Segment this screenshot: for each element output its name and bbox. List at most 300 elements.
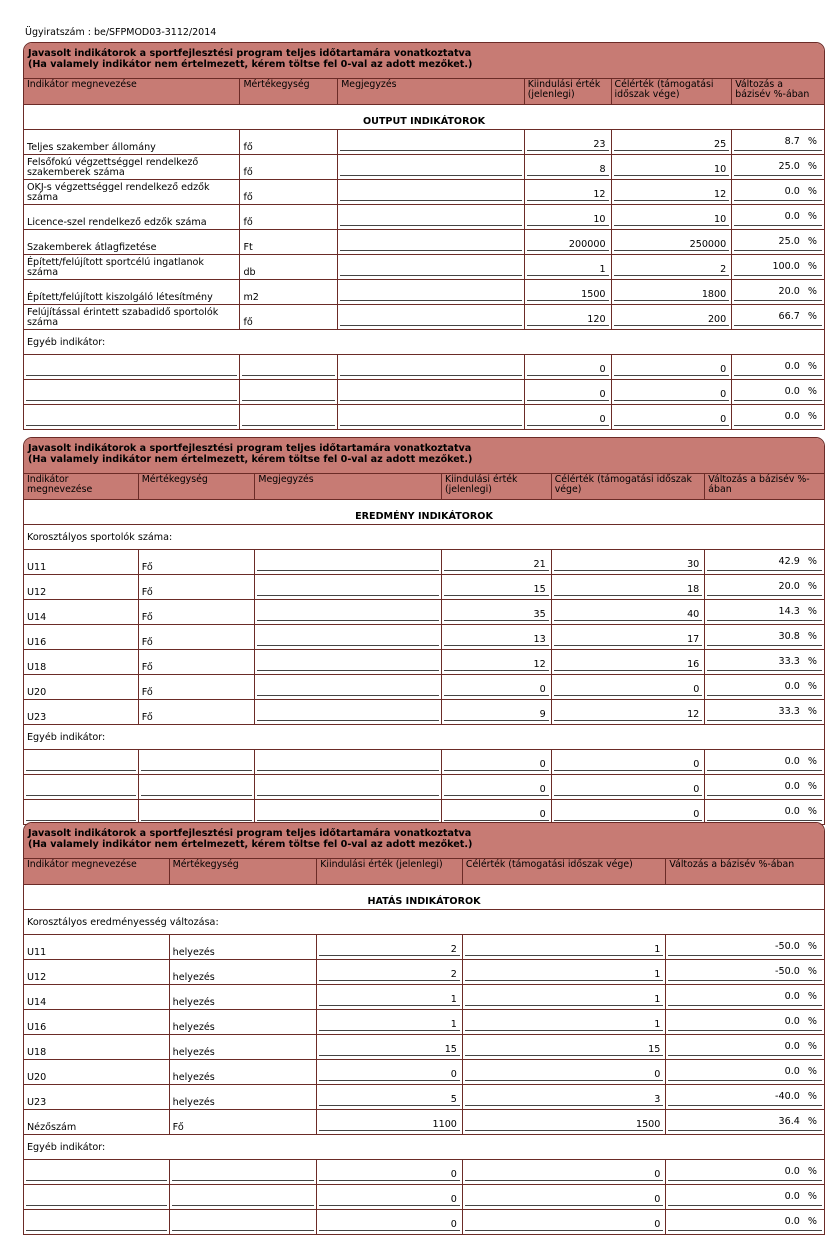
target-value-field[interactable] (612, 155, 733, 179)
indicator-name (24, 600, 139, 624)
target-value-field[interactable] (463, 1085, 666, 1109)
target-value-field[interactable] (552, 550, 706, 574)
change-percent (778, 236, 822, 250)
indicator-name (24, 1085, 170, 1109)
start-value: 120 (587, 314, 606, 325)
unit-text: helyezés (172, 972, 215, 983)
change-value: 0.0 (784, 681, 800, 692)
change-value: 36.4 (778, 1116, 800, 1127)
unit (240, 155, 338, 179)
start-value-field[interactable] (317, 1010, 463, 1034)
percent-sign: % (807, 186, 818, 197)
start-value: 0 (599, 414, 606, 425)
target-value-field[interactable] (463, 1035, 666, 1059)
note-field[interactable] (255, 650, 442, 674)
start-value-field[interactable] (525, 130, 612, 154)
change-percent (784, 781, 821, 795)
start-value-field[interactable] (317, 985, 463, 1009)
target-value: 2 (720, 264, 727, 275)
start-value-field[interactable] (442, 575, 552, 599)
indicator-row (24, 1010, 824, 1035)
unit (240, 130, 338, 154)
target-value-field[interactable] (463, 935, 666, 959)
change-percent-field (666, 1185, 824, 1209)
indicator-name-field[interactable] (24, 750, 139, 774)
indicator-name (24, 255, 240, 279)
start-value-field[interactable] (442, 750, 552, 774)
change-value: 0.0 (784, 411, 800, 422)
target-value-field[interactable] (463, 1210, 666, 1234)
unit-text: Fő (172, 1122, 184, 1133)
target-value-field[interactable] (463, 1160, 666, 1184)
other-indicator-row (24, 405, 824, 429)
indicator-row (24, 650, 824, 675)
indicator-name-text: Nézőszám (27, 1122, 77, 1133)
start-value: 0 (450, 1194, 457, 1205)
start-value-field[interactable] (525, 230, 612, 254)
note-field[interactable] (338, 230, 525, 254)
target-value: 10 (714, 164, 727, 175)
unit-field[interactable] (170, 1160, 318, 1184)
start-value-field[interactable] (525, 380, 612, 404)
note-field[interactable] (338, 405, 525, 429)
indicator-name-text: Teljes szakember állomány (27, 142, 156, 153)
indicator-row (24, 255, 824, 280)
indicator-row (24, 155, 824, 180)
percent-sign: % (807, 756, 817, 767)
target-value-field[interactable] (463, 1110, 666, 1134)
start-value-field[interactable] (442, 625, 552, 649)
indicator-name (24, 305, 240, 329)
change-percent-field (666, 960, 824, 984)
note-field[interactable] (338, 305, 525, 329)
note-field[interactable] (255, 550, 442, 574)
change-percent (784, 211, 821, 225)
percent-sign: % (807, 386, 818, 397)
indicator-row (24, 1110, 824, 1135)
change-value: 0.0 (784, 1191, 800, 1202)
note-field[interactable] (255, 800, 442, 824)
percent-sign: % (807, 311, 818, 322)
target-value-field[interactable] (612, 305, 733, 329)
change-percent (784, 1191, 821, 1205)
indicator-row (24, 1060, 824, 1085)
target-value-field[interactable] (612, 405, 733, 429)
start-value-field[interactable] (525, 205, 612, 229)
change-percent (784, 681, 821, 695)
change-percent-field (666, 1210, 824, 1234)
start-value: 23 (593, 139, 606, 150)
indicator-row (24, 700, 824, 725)
start-value-field[interactable] (525, 305, 612, 329)
start-value-field[interactable] (317, 1185, 463, 1209)
target-value: 30 (687, 559, 700, 570)
percent-sign: % (807, 1066, 817, 1077)
percent-sign: % (807, 161, 818, 172)
target-value-field[interactable] (612, 180, 733, 204)
unit-text: m2 (243, 292, 259, 303)
change-percent (784, 361, 821, 375)
unit (170, 1060, 318, 1084)
indicator-name (24, 625, 139, 649)
start-value: 5 (450, 1094, 457, 1105)
unit (240, 205, 338, 229)
start-value-field[interactable] (317, 960, 463, 984)
target-value-field[interactable] (463, 960, 666, 984)
indicator-row (24, 575, 824, 600)
change-percent (778, 556, 822, 570)
start-value-field[interactable] (442, 650, 552, 674)
indicator-name (24, 675, 139, 699)
start-value: 15 (444, 1044, 457, 1055)
change-percent-field (732, 130, 824, 154)
target-value-field[interactable] (463, 1185, 666, 1209)
indicator-name-text: Épített/felújított sportcélú ingatlanok száma (27, 257, 204, 278)
start-value: 0 (599, 364, 606, 375)
indicator-name-text: Szakemberek átlagfizetése (27, 242, 157, 253)
start-value: 1500 (581, 289, 606, 300)
section-header (24, 438, 824, 474)
indicator-name-field[interactable] (24, 355, 240, 379)
target-value-field[interactable] (552, 750, 706, 774)
change-value: 25.0 (778, 236, 800, 247)
target-value: 0 (693, 759, 700, 770)
change-percent-field (732, 155, 824, 179)
target-value: 0 (654, 1194, 661, 1205)
note-field[interactable] (255, 575, 442, 599)
change-percent-field (705, 675, 824, 699)
indicator-name-field[interactable] (24, 775, 139, 799)
percent-sign: % (807, 1216, 817, 1227)
start-value-field[interactable] (317, 1160, 463, 1184)
target-value-field[interactable] (612, 255, 733, 279)
note-field[interactable] (255, 750, 442, 774)
start-value-field[interactable] (317, 1060, 463, 1084)
unit-field[interactable] (139, 800, 256, 824)
target-value-field[interactable] (463, 1010, 666, 1034)
indicator-name-field[interactable] (24, 405, 240, 429)
indicator-row (24, 305, 824, 330)
note-field[interactable] (255, 625, 442, 649)
start-value: 13 (533, 634, 546, 645)
unit-text: Fő (141, 637, 153, 648)
other-indicator-label: Egyéb indikátor: (24, 725, 824, 750)
unit-text: helyezés (172, 997, 215, 1008)
indicator-name (24, 985, 170, 1009)
section-heading: Javasolt indikátorok a sportfejlesztési program teljes időtartamára vonatkoztatva (28, 48, 472, 59)
change-percent (778, 161, 822, 175)
column-header: Indikátor megnevezése (24, 474, 139, 499)
group-label: Korosztályos eredményesség változása: (24, 910, 824, 935)
change-percent (784, 186, 821, 200)
start-value-field[interactable] (317, 1035, 463, 1059)
note-field[interactable] (338, 155, 525, 179)
note-field[interactable] (338, 205, 525, 229)
indicator-row (24, 960, 824, 985)
column-header: Indikátor megnevezése (24, 859, 170, 884)
section-header (24, 43, 824, 79)
indicator-name-text: U20 (27, 687, 47, 698)
unit-field[interactable] (240, 405, 338, 429)
change-percent (784, 136, 821, 150)
indicator-name-text: U16 (27, 1022, 47, 1033)
indicator-name (24, 230, 240, 254)
change-value: 30.8 (778, 631, 800, 642)
target-value: 0 (720, 364, 727, 375)
other-indicator-row (24, 750, 824, 775)
start-value: 0 (450, 1069, 457, 1080)
note-field[interactable] (338, 180, 525, 204)
column-header: Változás a bázisév %-ában (669, 859, 795, 870)
column-header: Megjegyzés (338, 79, 525, 104)
target-value: 1 (654, 994, 661, 1005)
output-indicators-section (23, 42, 825, 430)
target-value-field[interactable] (552, 650, 706, 674)
percent-sign: % (807, 286, 818, 297)
other-indicator-row (24, 775, 824, 800)
percent-sign: % (807, 681, 817, 692)
unit-field[interactable] (240, 380, 338, 404)
unit (139, 575, 256, 599)
change-percent-field (666, 985, 824, 1009)
start-value-field[interactable] (525, 405, 612, 429)
unit (139, 700, 256, 724)
unit-field[interactable] (139, 750, 256, 774)
target-value-field[interactable] (463, 985, 666, 1009)
target-value: 25 (714, 139, 727, 150)
indicator-name (24, 1010, 170, 1034)
percent-sign: % (807, 1166, 817, 1177)
column-header: Mértékegység (170, 859, 318, 884)
indicator-name-text: U12 (27, 972, 47, 983)
percent-sign: % (807, 991, 817, 1002)
indicator-row (24, 600, 824, 625)
change-percent (784, 386, 821, 400)
start-value-field[interactable] (525, 180, 612, 204)
target-value: 1800 (701, 289, 727, 300)
start-value: 0 (539, 809, 546, 820)
change-percent (784, 1041, 821, 1055)
start-value-field[interactable] (442, 700, 552, 724)
indicator-row (24, 280, 824, 305)
change-value: 0.0 (784, 1041, 800, 1052)
change-value: 20.0 (778, 286, 800, 297)
start-value-field[interactable] (442, 600, 552, 624)
percent-sign: % (807, 706, 817, 717)
change-percent (778, 581, 822, 595)
change-percent (778, 631, 822, 645)
target-value-field[interactable] (552, 625, 706, 649)
percent-sign: % (807, 606, 817, 617)
target-value-field[interactable] (612, 380, 733, 404)
change-percent (784, 991, 821, 1005)
unit (139, 650, 256, 674)
change-percent-field (732, 180, 824, 204)
start-value: 1100 (432, 1119, 457, 1130)
percent-sign: % (807, 411, 818, 422)
change-percent (784, 806, 821, 820)
unit-text: Fő (141, 712, 153, 723)
note-field[interactable] (255, 675, 442, 699)
target-value-field[interactable] (612, 280, 733, 304)
note-field[interactable] (255, 700, 442, 724)
case-number: Ügyiratszám : be/SFPMOD03-3112/2014 (25, 27, 217, 38)
note-field[interactable] (255, 775, 442, 799)
start-value: 0 (599, 389, 606, 400)
indicator-name-text: Felújítással érintett szabadidő sportolók száma (27, 307, 219, 328)
indicator-row (24, 550, 824, 575)
target-value-field[interactable] (552, 600, 706, 624)
percent-sign: % (807, 1016, 817, 1027)
change-percent (772, 261, 821, 275)
target-value-field[interactable] (612, 230, 733, 254)
indicator-name-field[interactable] (24, 1210, 170, 1234)
change-percent-field (732, 230, 824, 254)
start-value: 2 (450, 944, 457, 955)
section-heading: Javasolt indikátorok a sportfejlesztési program teljes időtartamára vonatkoztatva (28, 443, 472, 454)
change-percent-field (732, 405, 824, 429)
target-value: 10 (714, 214, 727, 225)
unit (240, 305, 338, 329)
indicator-row (24, 935, 824, 960)
change-value: 8.7 (784, 136, 800, 147)
change-percent-field (732, 380, 824, 404)
unit (240, 230, 338, 254)
target-value-field[interactable] (552, 775, 706, 799)
unit-text: Fő (141, 587, 153, 598)
unit (240, 280, 338, 304)
indicator-row (24, 230, 824, 255)
indicator-name-text: Felsőfokú végzettséggel rendelkező szakemberek száma (27, 157, 199, 178)
change-value: 100.0 (772, 261, 800, 272)
section-instruction: (Ha valamely indikátor nem értelmezett, kérem töltse fel 0-val az adott mezőket.) (28, 839, 473, 850)
other-indicator-label: Egyéb indikátor: (24, 330, 824, 355)
unit-text: fő (243, 192, 253, 203)
indicator-name (24, 700, 139, 724)
start-value-field[interactable] (317, 1210, 463, 1234)
unit (170, 1010, 318, 1034)
note-field[interactable] (255, 600, 442, 624)
percent-sign: % (807, 941, 817, 952)
target-value-field[interactable] (552, 700, 706, 724)
indicator-name-text: U23 (27, 1097, 47, 1108)
percent-sign: % (807, 1091, 817, 1102)
change-value: 0.0 (784, 1016, 800, 1027)
other-indicator-row (24, 1210, 824, 1234)
indicator-name-field[interactable] (24, 1185, 170, 1209)
change-percent (784, 1016, 821, 1030)
target-value: 1 (654, 969, 661, 980)
start-value: 0 (450, 1169, 457, 1180)
start-value: 12 (533, 659, 546, 670)
change-value: -50.0 (775, 941, 800, 952)
note-field[interactable] (338, 280, 525, 304)
start-value-field[interactable] (317, 935, 463, 959)
indicator-name-text: U14 (27, 612, 47, 623)
start-value-field[interactable] (442, 800, 552, 824)
change-value: 33.3 (778, 706, 800, 717)
percent-sign: % (807, 781, 817, 792)
start-value-field[interactable] (525, 255, 612, 279)
target-value: 12 (687, 709, 700, 720)
indicator-name-field[interactable] (24, 380, 240, 404)
unit-field[interactable] (240, 355, 338, 379)
indicator-name (24, 550, 139, 574)
indicator-name-text: U14 (27, 997, 47, 1008)
percent-sign: % (807, 966, 817, 977)
indicator-name-field[interactable] (24, 1160, 170, 1184)
indicator-group-title: OUTPUT INDIKÁTOROK (24, 115, 824, 130)
target-value-field[interactable] (612, 130, 733, 154)
start-value-field[interactable] (525, 355, 612, 379)
section-instruction: (Ha valamely indikátor nem értelmezett, kérem töltse fel 0-val az adott mezőket.) (28, 454, 473, 465)
unit-text: helyezés (172, 1097, 215, 1108)
unit-text: Ft (243, 242, 253, 253)
start-value-field[interactable] (442, 550, 552, 574)
target-value-field[interactable] (612, 205, 733, 229)
change-percent-field (732, 255, 824, 279)
unit-text: fő (243, 142, 253, 153)
note-field[interactable] (338, 130, 525, 154)
indicator-row (24, 1085, 824, 1110)
unit-field[interactable] (139, 775, 256, 799)
change-percent-field (732, 305, 824, 329)
column-header: Kiindulási érték (jelenlegi) (525, 79, 612, 104)
change-percent-field (705, 550, 824, 574)
change-percent (775, 1091, 821, 1105)
section-instruction: (Ha valamely indikátor nem értelmezett, kérem töltse fel 0-val az adott mezőket.) (28, 59, 473, 70)
note-field[interactable] (338, 355, 525, 379)
target-value-field[interactable] (552, 800, 706, 824)
start-value: 10 (593, 214, 606, 225)
change-percent (778, 286, 822, 300)
note-field[interactable] (338, 255, 525, 279)
note-field[interactable] (338, 380, 525, 404)
indicator-name-field[interactable] (24, 800, 139, 824)
start-value-field[interactable] (317, 1110, 463, 1134)
change-value: 14.3 (778, 606, 800, 617)
start-value-field[interactable] (442, 775, 552, 799)
indicator-name-text: OKJ-s végzettséggel rendelkező edzők száma (27, 182, 210, 203)
change-percent (775, 941, 821, 955)
target-value-field[interactable] (612, 355, 733, 379)
change-percent-field (705, 775, 824, 799)
unit (170, 985, 318, 1009)
change-value: 0.0 (784, 1216, 800, 1227)
start-value-field[interactable] (317, 1085, 463, 1109)
target-value-field[interactable] (463, 1060, 666, 1084)
unit (170, 960, 318, 984)
change-value: 0.0 (784, 361, 800, 372)
indicator-name (24, 130, 240, 154)
change-percent (778, 1116, 822, 1130)
target-value: 1500 (635, 1119, 661, 1130)
target-value-field[interactable] (552, 575, 706, 599)
indicator-name (24, 1110, 170, 1134)
start-value-field[interactable] (525, 155, 612, 179)
start-value-field[interactable] (525, 280, 612, 304)
target-value-field[interactable] (552, 675, 706, 699)
unit-field[interactable] (170, 1185, 318, 1209)
change-percent-field (705, 625, 824, 649)
target-value: 15 (648, 1044, 661, 1055)
start-value: 35 (533, 609, 546, 620)
start-value: 8 (599, 164, 606, 175)
start-value-field[interactable] (442, 675, 552, 699)
percent-sign: % (807, 581, 817, 592)
column-header: Mértékegység (139, 474, 256, 499)
unit-field[interactable] (170, 1210, 318, 1234)
